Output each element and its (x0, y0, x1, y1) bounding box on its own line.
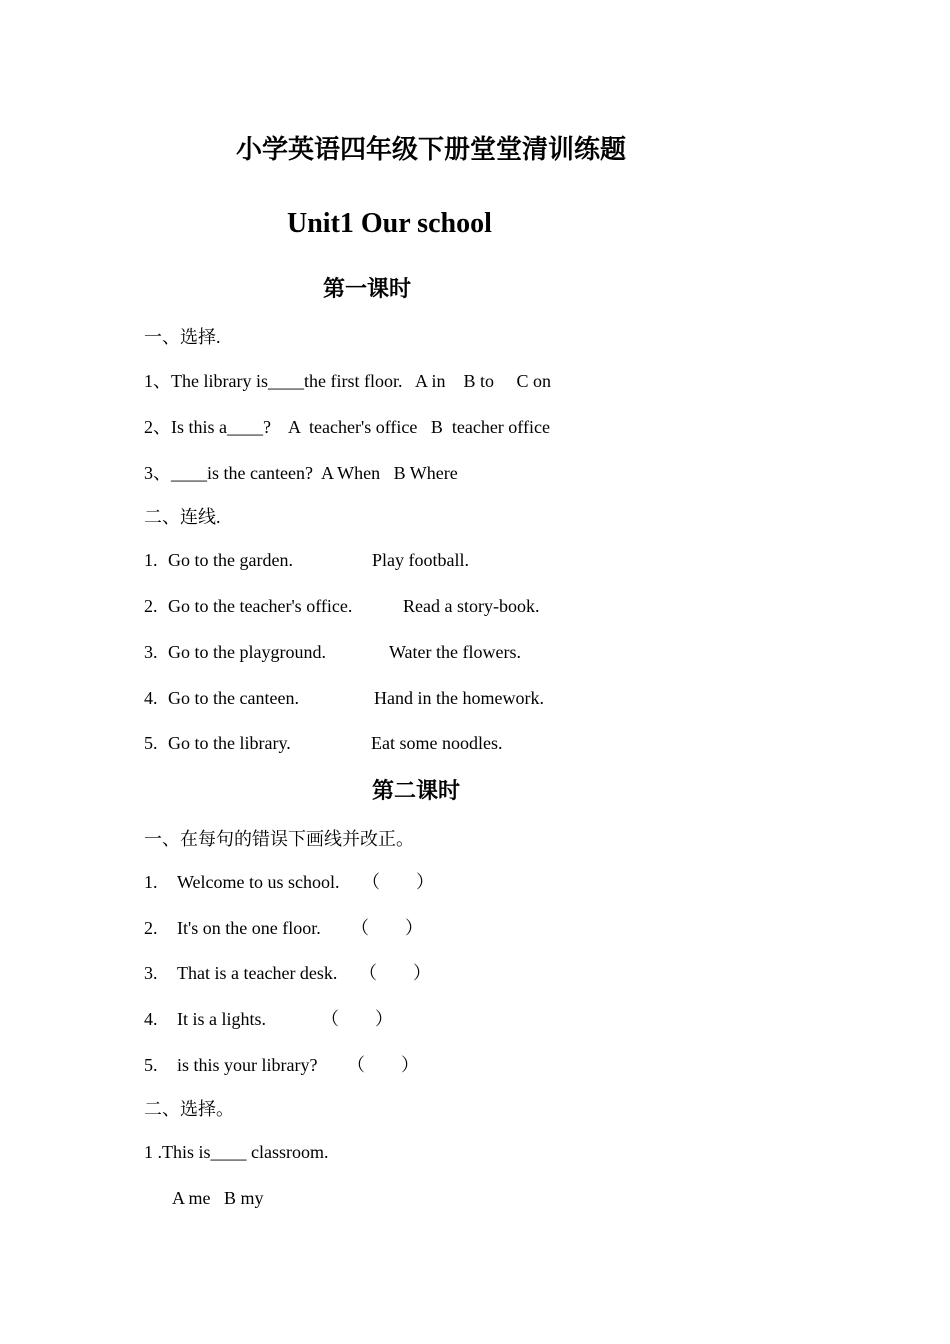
lesson1-heading: 第一课时 (323, 276, 412, 301)
answer-blank: （ ） (362, 872, 434, 892)
lesson2-section1-heading: 一、在每句的错误下画线并改正。 (144, 829, 414, 849)
correction-sentence: It's on the one floor. (177, 918, 321, 938)
correction-number: 2. (144, 918, 158, 938)
choice-question: 1、The library is____the first floor. A in B to C on (144, 371, 551, 391)
choice-question: 3、____is the canteen? A When B Where (144, 463, 458, 483)
correction-number: 5. (144, 1055, 158, 1075)
answer-blank: （ ） (359, 963, 431, 983)
unit-title: Unit1 Our school (287, 208, 492, 239)
matching-number: 4. (144, 688, 158, 708)
lesson1-section2-heading: 二、连线. (144, 507, 221, 527)
matching-left: Go to the library. (168, 733, 291, 753)
correction-sentence: It is a lights. (177, 1009, 266, 1029)
matching-right: Play football. (372, 550, 469, 570)
matching-left: Go to the garden. (168, 550, 293, 570)
matching-right: Water the flowers. (389, 642, 521, 662)
correction-number: 3. (144, 963, 158, 983)
correction-number: 1. (144, 872, 158, 892)
matching-right: Hand in the homework. (374, 688, 544, 708)
matching-right: Eat some noodles. (371, 733, 503, 753)
matching-left: Go to the canteen. (168, 688, 299, 708)
matching-number: 1. (144, 550, 158, 570)
document-title: 小学英语四年级下册堂堂清训练题 (235, 135, 626, 164)
matching-number: 3. (144, 642, 158, 662)
lesson2-heading: 第二课时 (372, 778, 461, 803)
choice-question: 1 .This is____ classroom. (144, 1142, 329, 1162)
lesson1-section1-heading: 一、选择. (144, 327, 221, 347)
correction-sentence: Welcome to us school. (177, 872, 340, 892)
choice-options: A me B my (172, 1188, 264, 1208)
answer-blank: （ ） (321, 1009, 393, 1029)
correction-number: 4. (144, 1009, 158, 1029)
matching-number: 2. (144, 596, 158, 616)
correction-sentence: That is a teacher desk. (177, 963, 338, 983)
answer-blank: （ ） (347, 1055, 419, 1075)
answer-blank: （ ） (351, 918, 423, 938)
correction-sentence: is this your library? (177, 1055, 318, 1075)
choice-question: 2、Is this a____? A teacher's office B teacher office (144, 417, 550, 437)
lesson2-section2-heading: 二、选择。 (144, 1099, 234, 1119)
matching-left: Go to the teacher's office. (168, 596, 353, 616)
matching-right: Read a story-book. (403, 596, 540, 616)
matching-number: 5. (144, 733, 158, 753)
matching-left: Go to the playground. (168, 642, 326, 662)
